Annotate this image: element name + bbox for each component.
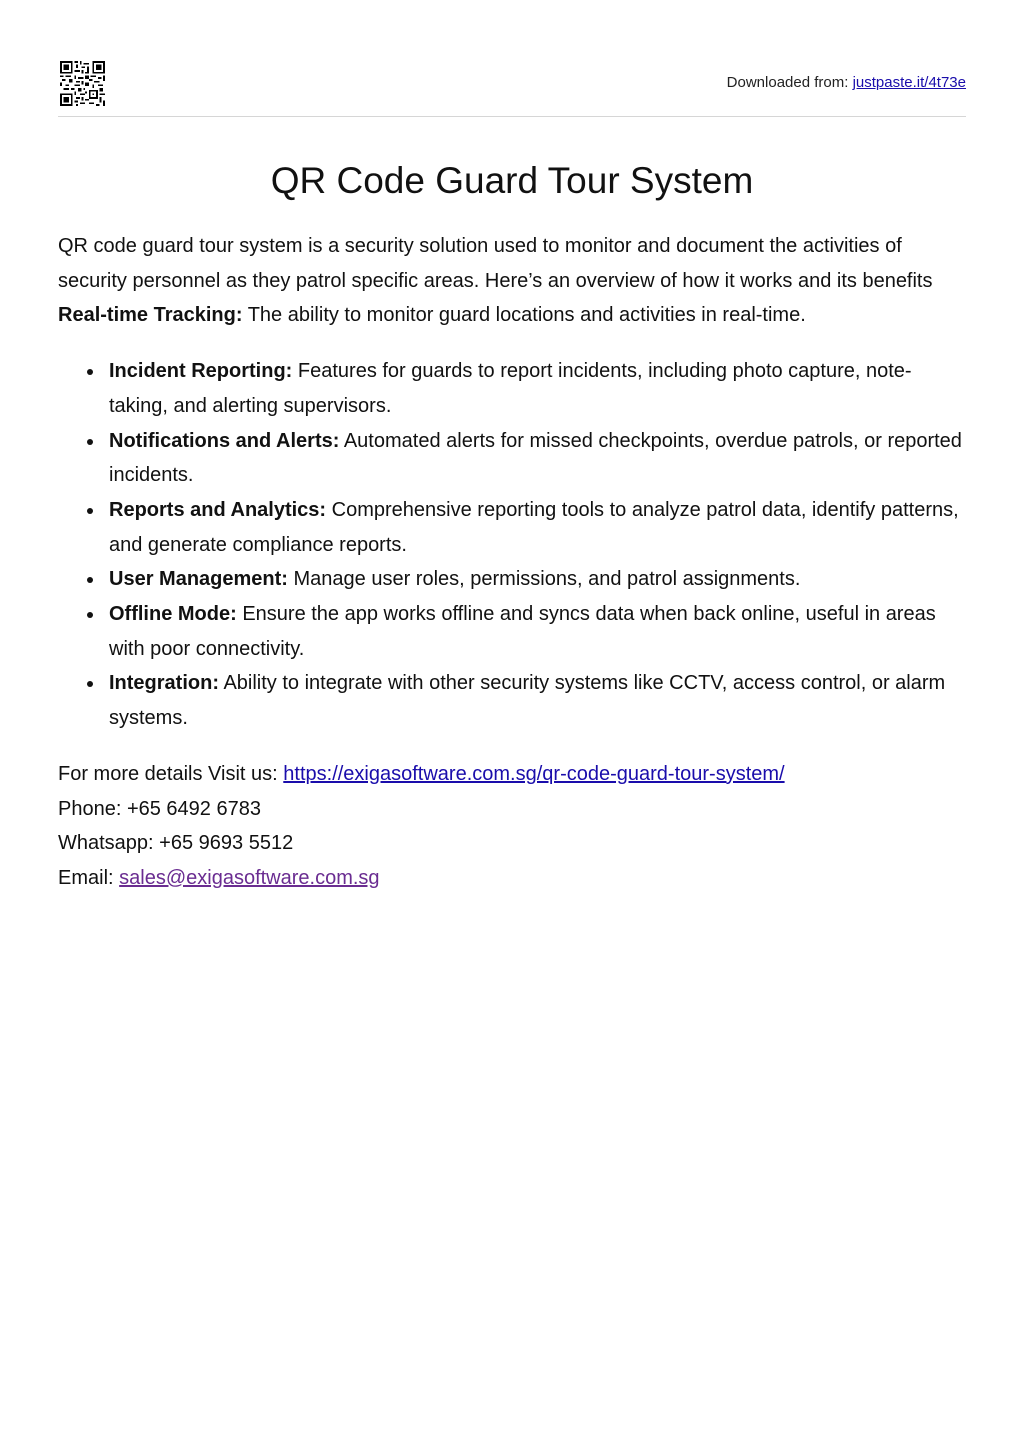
page-header <box>58 0 966 117</box>
document-page <box>58 0 966 889</box>
downloaded-from <box>727 74 966 91</box>
list-item <box>109 424 966 493</box>
feature-text: Features for guards to report incidents, including photo capture, note-taking, and alerting supervisors. <box>109 360 912 417</box>
page-title: QR Code Guard Tour System <box>270 160 754 201</box>
list-item <box>109 354 966 423</box>
source-link[interactable]: justpaste.it/4t73e <box>852 74 966 91</box>
realtime-paragraph <box>58 298 966 333</box>
feature-text: Manage user roles, permissions, and patrol assignments. <box>293 568 801 591</box>
feature-list <box>58 354 966 736</box>
email-label: Email: <box>58 866 114 889</box>
feature-label: Notifications and Alerts: <box>109 429 340 452</box>
qr-code-icon <box>60 61 105 106</box>
feature-label: Reports and Analytics: <box>109 498 327 521</box>
email-line <box>58 861 966 896</box>
feature-text: Ability to integrate with other security systems like CCTV, access control, or alarm systems. <box>109 672 946 730</box>
list-item <box>109 666 966 735</box>
visit-label: For more details Visit us: <box>58 762 278 785</box>
email-link[interactable]: sales@exigasoftware.com.sg <box>119 866 380 889</box>
website-link[interactable]: https://exigasoftware.com.sg/qr-code-guard-tour-system/ <box>283 762 785 785</box>
feature-label: Integration: <box>109 672 219 695</box>
feature-label: Offline Mode: <box>109 603 237 626</box>
feature-text: Comprehensive reporting tools to analyze patrol data, identify patterns, and generate compliance reports. <box>109 498 959 556</box>
realtime-label: Real-time Tracking: <box>58 304 243 327</box>
phone-line: Phone: +65 6492 6783 <box>58 797 261 820</box>
whatsapp-line: Whatsapp: +65 9693 5512 <box>58 832 294 855</box>
intro-paragraph: QR code guard tour system is a security solution used to monitor and document the activities of security personnel as they patrol specific areas. Here’s an overview of how it works and its benefits <box>58 235 933 292</box>
feature-label: User Management: <box>109 568 288 591</box>
list-item <box>109 597 966 666</box>
document-body <box>58 229 966 896</box>
visit-line <box>58 757 966 792</box>
realtime-text: The ability to monitor guard locations and activities in real-time. <box>247 304 806 327</box>
downloaded-label: Downloaded from: <box>726 74 849 91</box>
feature-text: Ensure the app works offline and syncs data when back online, useful in areas with poor connectivity. <box>109 603 936 660</box>
list-item <box>109 493 966 562</box>
feature-label: Incident Reporting: <box>109 360 293 383</box>
feature-text: Automated alerts for missed checkpoints, overdue patrols, or reported incidents. <box>109 429 962 487</box>
list-item <box>109 562 966 597</box>
